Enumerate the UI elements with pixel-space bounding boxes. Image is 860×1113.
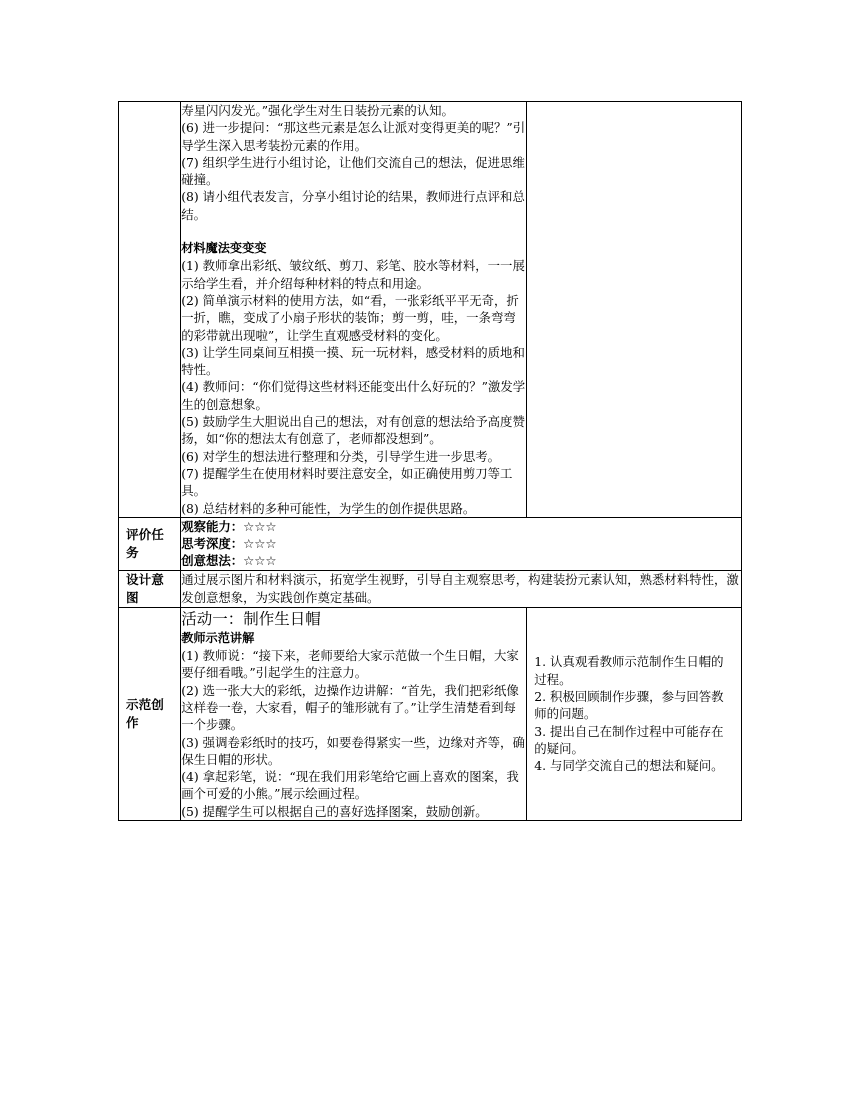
- materials-item: (1) 教师拿出彩纸、皱纹纸、剪刀、彩笔、胶水等材料，一一展示给学生看，并介绍每种材料的特点和用途。: [181, 258, 525, 291]
- demo-item: (2) 选一张大大的彩纸，边操作边讲解：“首先，我们把彩纸像这样卷一卷，大家看，帽子的雏形就有了。”让学生清楚看到每一个步骤。: [181, 682, 519, 733]
- row-teaching-process: [119, 102, 742, 518]
- student-activity-cell-empty: [527, 102, 742, 518]
- student-item: 2. 积极回顾制作步骤，参与回答教师的问题。: [534, 688, 724, 722]
- design-text: 通过展示图片和材料演示，拓宽学生视野，引导自主观察思考，构建装扮元素认知，熟悉材料特性，激发创意想象，为实践创作奠定基础。: [181, 570, 742, 607]
- demo-label: 示范创作: [119, 607, 181, 820]
- continuation-line: (7) 组织学生进行小组讨论，让他们交流自己的想法，促进思维碰撞。: [181, 154, 525, 188]
- evaluation-item: [181, 518, 741, 535]
- student-item: 4. 与同学交流自己的想法和疑问。: [534, 758, 724, 774]
- materials-item: (5) 鼓励学生大胆说出自己的想法，对有创意的想法给予高度赞扬，如“你的想法太有创意了，老师都没想到”。: [181, 414, 525, 447]
- demo-item: (1) 教师说：“接下来，老师要给大家示范做一个生日帽，大家要仔细看哦。”引起学生的注意力。: [181, 648, 519, 681]
- teacher-activity-cell: [181, 102, 527, 518]
- evaluation-key: 创意想法：: [181, 553, 244, 569]
- evaluation-key: 思考深度：: [181, 536, 244, 552]
- continuation-line: (8) 请小组代表发言，分享小组讨论的结果，教师进行点评和总结。: [181, 189, 525, 222]
- star-rating: ☆☆☆: [243, 553, 277, 569]
- student-item: 3. 提出自己在制作过程中可能存在的疑问。: [534, 723, 724, 756]
- star-rating: ☆☆☆: [243, 518, 277, 534]
- evaluation-label: 评价任务: [119, 517, 181, 570]
- demo-student-cell: [527, 607, 742, 820]
- evaluation-item: [181, 552, 741, 569]
- demo-subheading: 教师示范讲解: [181, 630, 255, 645]
- design-label: 设计意图: [119, 570, 181, 607]
- materials-heading: 材料魔法变变变: [181, 241, 267, 256]
- demo-item: (3) 强调卷彩纸时的技巧，如要卷得紧实一些，边缘对齐等，确保生日帽的形状。: [181, 734, 525, 767]
- materials-item: (4) 教师问：“你们觉得这些材料还能变出什么好玩的？”激发学生的创意想象。: [181, 379, 526, 412]
- demo-teacher-cell: [181, 607, 527, 820]
- materials-item: (6) 对学生的想法进行整理和分类，引导学生进一步思考。: [181, 448, 501, 464]
- activity-title: 活动一：制作生日帽: [181, 609, 321, 628]
- row-design-intent: [119, 570, 742, 607]
- materials-item: (7) 提醒学生在使用材料时要注意安全，如正确使用剪刀等工具。: [181, 465, 513, 499]
- materials-item: (2) 简单演示材料的使用方法，如“看，一张彩纸平平无奇，折一折，瞧，变成了小扇子形状的装饰；剪一剪，哇，一条弯弯的彩带就出现啦”，让学生直观感受材料的变化。: [181, 292, 519, 343]
- evaluation-cell: [181, 517, 742, 570]
- evaluation-item: [181, 535, 741, 552]
- materials-item: (8) 总结材料的多种可能性，为学生的创作提供思路。: [181, 500, 476, 516]
- lesson-plan-table: [118, 101, 742, 821]
- row-demonstration: [119, 607, 742, 820]
- empty-label-cell: [119, 102, 181, 518]
- student-item: 1. 认真观看教师示范制作生日帽的过程。: [534, 654, 724, 687]
- demo-item: (4) 拿起彩笔，说：“现在我们用彩笔给它画上喜欢的图案，我画个可爱的小熊。”展示绘画过程。: [181, 769, 519, 802]
- spacer: [181, 223, 526, 240]
- star-rating: ☆☆☆: [243, 536, 277, 552]
- continuation-line: 寿星闪闪发光。”强化学生对生日装扮元素的认知。: [181, 103, 454, 118]
- row-evaluation: [119, 517, 742, 570]
- demo-item: (5) 提醒学生可以根据自己的喜好选择图案，鼓励创新。: [181, 803, 488, 819]
- evaluation-key: 观察能力：: [181, 518, 244, 534]
- continuation-line: (6) 进一步提问：“那这些元素是怎么让派对变得更美的呢？”引导学生深入思考装扮元素的作用。: [181, 120, 526, 153]
- materials-item: (3) 让学生同桌间互相摸一摸、玩一玩材料，感受材料的质地和特性。: [181, 344, 525, 378]
